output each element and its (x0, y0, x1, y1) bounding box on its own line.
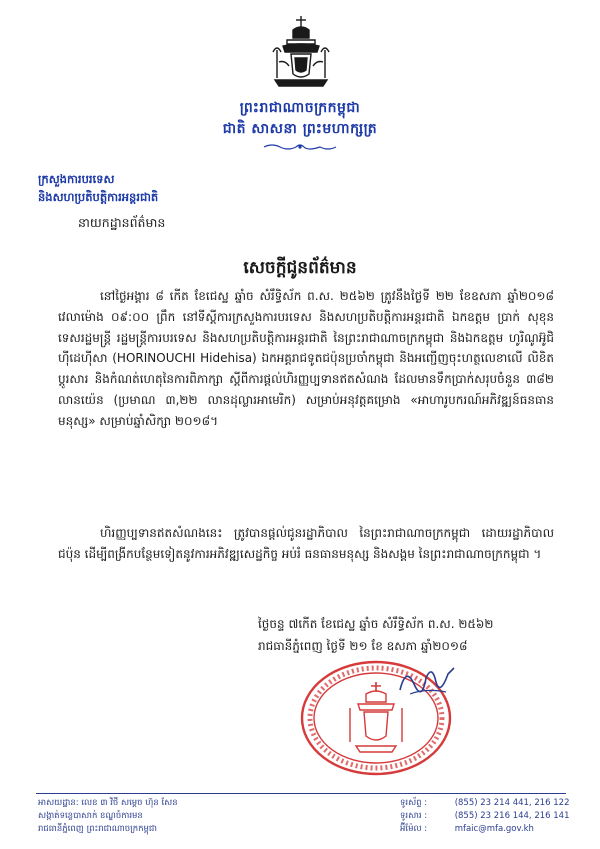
email-label: អ៊ីម៉ែល : (400, 824, 428, 834)
footer-divider (36, 793, 566, 794)
lunar-date: ថ្ងៃចន្ទ ៧កើត ខែជេស្ឋ ឆ្នាំច សំរឹទ្ធិស័ក ព.ស. ២៥៦២ (258, 617, 494, 631)
footer-contacts (400, 797, 570, 836)
royal-crest-icon (265, 12, 337, 92)
solar-date: រាជធានីភ្នំពេញ ថ្ងៃទី ២១ ខែ ឧសភា ឆ្នាំ២០១៨ (258, 639, 468, 653)
fax-value: (855) 23 216 144, 216 141 (454, 811, 570, 821)
ornament-divider-icon (262, 142, 338, 152)
email-link[interactable]: mfaic@mfa.gov.kh (454, 824, 534, 834)
body-paragraph-2: ហិរញ្ញប្បទានឥតសំណងនេះ ត្រូវបានផ្តល់ជូនរដ្ឋាភិបាល នៃព្រះរាជាណាចក្រកម្ពុជា ដោយរដ្ឋាភិបាលជប៉ុន ដើម្បីពង្រីកបន្ថែមទៀតនូវការអភិវឌ្ឍសេដ្ឋកិច្ច អប់រំ ធនធានមនុស្ស និងសង្គម នៃព្រះរាជាណាចក្រកម្ពុជា ។ (58, 526, 554, 561)
signature-icon (396, 660, 458, 704)
phone-label: ទូរស័ព្ទ : (400, 798, 428, 808)
address-line-3: រាជធានីភ្នំពេញ ព្រះរាជាណាចក្រកម្ពុជា (38, 824, 157, 834)
address-line-1: អាសយដ្ឋាន: លេខ ៣ វិថី សម្តេច ហ៊ុន សែន (38, 798, 178, 808)
body-paragraph-1: នៅថ្ងៃអង្គារ ៨ កើត ខែជេស្ឋ ឆ្នាំច សំរឹទ្ធិស័ក ព.ស. ២៥៦២ ត្រូវនឹងថ្ងៃទី ២២ ខែឧសភា ឆ្នាំ២០១៨ វេលាម៉ោង ០៩:០០ ព្រឹក នៅទីស្តីការក្រសួងការបរទេស និងសហប្រតិបត្តិការអន្តរជាតិ ឯកឧត្តម ប្រាក់ សុខុន ទេសរដ្ឋមន្ត្រី រដ្ឋមន្ត្រីការបរទេស និងសហប្រតិបត្តិការអន្តរជាតិ នៃព្រះរាជាណាចក្រកម្ពុជា និងឯកឧត្តម ហូរិណូអ៊ូជិ ហ៊ីដេហ៊ីសា (HORINOUCHI Hidehisa) ឯកអគ្គរាជទូតជប៉ុនប្រចាំកម្ពុជា និងអញ្ជើញចុះហត្ថលេខាលើ លិខិតប្តូរសារ និងកំណត់ហេតុនៃការពិភាក្សា ស្តីពីការផ្តល់ហិរញ្ញប្បទានឥតសំណង ដែលមានទឹកប្រាក់សរុបចំនួន ៣៨២ លានយ៉េន (ប្រមាណ ៣,២២ លានដុល្លារអាមេរិក) សម្រាប់អនុវត្តគម្រោង «អាហារូបករណ៍អភិវឌ្ឍន៍ធនធានមនុស្ស» សម្រាប់ឆ្នាំសិក្សា ២០១៨។ (58, 289, 554, 428)
phone-value: (855) 23 214 441, 216 122 (454, 798, 570, 808)
ministry-name-line2: និងសហប្រតិបត្តិការអន្តរជាតិ (38, 190, 159, 204)
footer-address (38, 797, 318, 836)
footer-fax (400, 810, 570, 823)
footer-email (400, 823, 570, 836)
document-title: សេចក្តីជូនព័ត៌មាន (243, 258, 357, 278)
kingdom-name: ព្រះរាជាណាចក្រកម្ពុជា (239, 100, 361, 116)
fax-label: ទូរសារ : (400, 811, 428, 821)
department-name: នាយកដ្ឋានព័ត៌មាន (78, 215, 166, 230)
national-motto: ជាតិ សាសនា ព្រះមហាក្សត្រ (222, 121, 378, 137)
ministry-name-line1: ក្រសួងការបរទេស (38, 172, 115, 186)
footer-phone (400, 797, 570, 810)
address-line-2: សង្កាត់ទន្លេបាសាក់ ខណ្ឌចំការមន (38, 811, 143, 821)
